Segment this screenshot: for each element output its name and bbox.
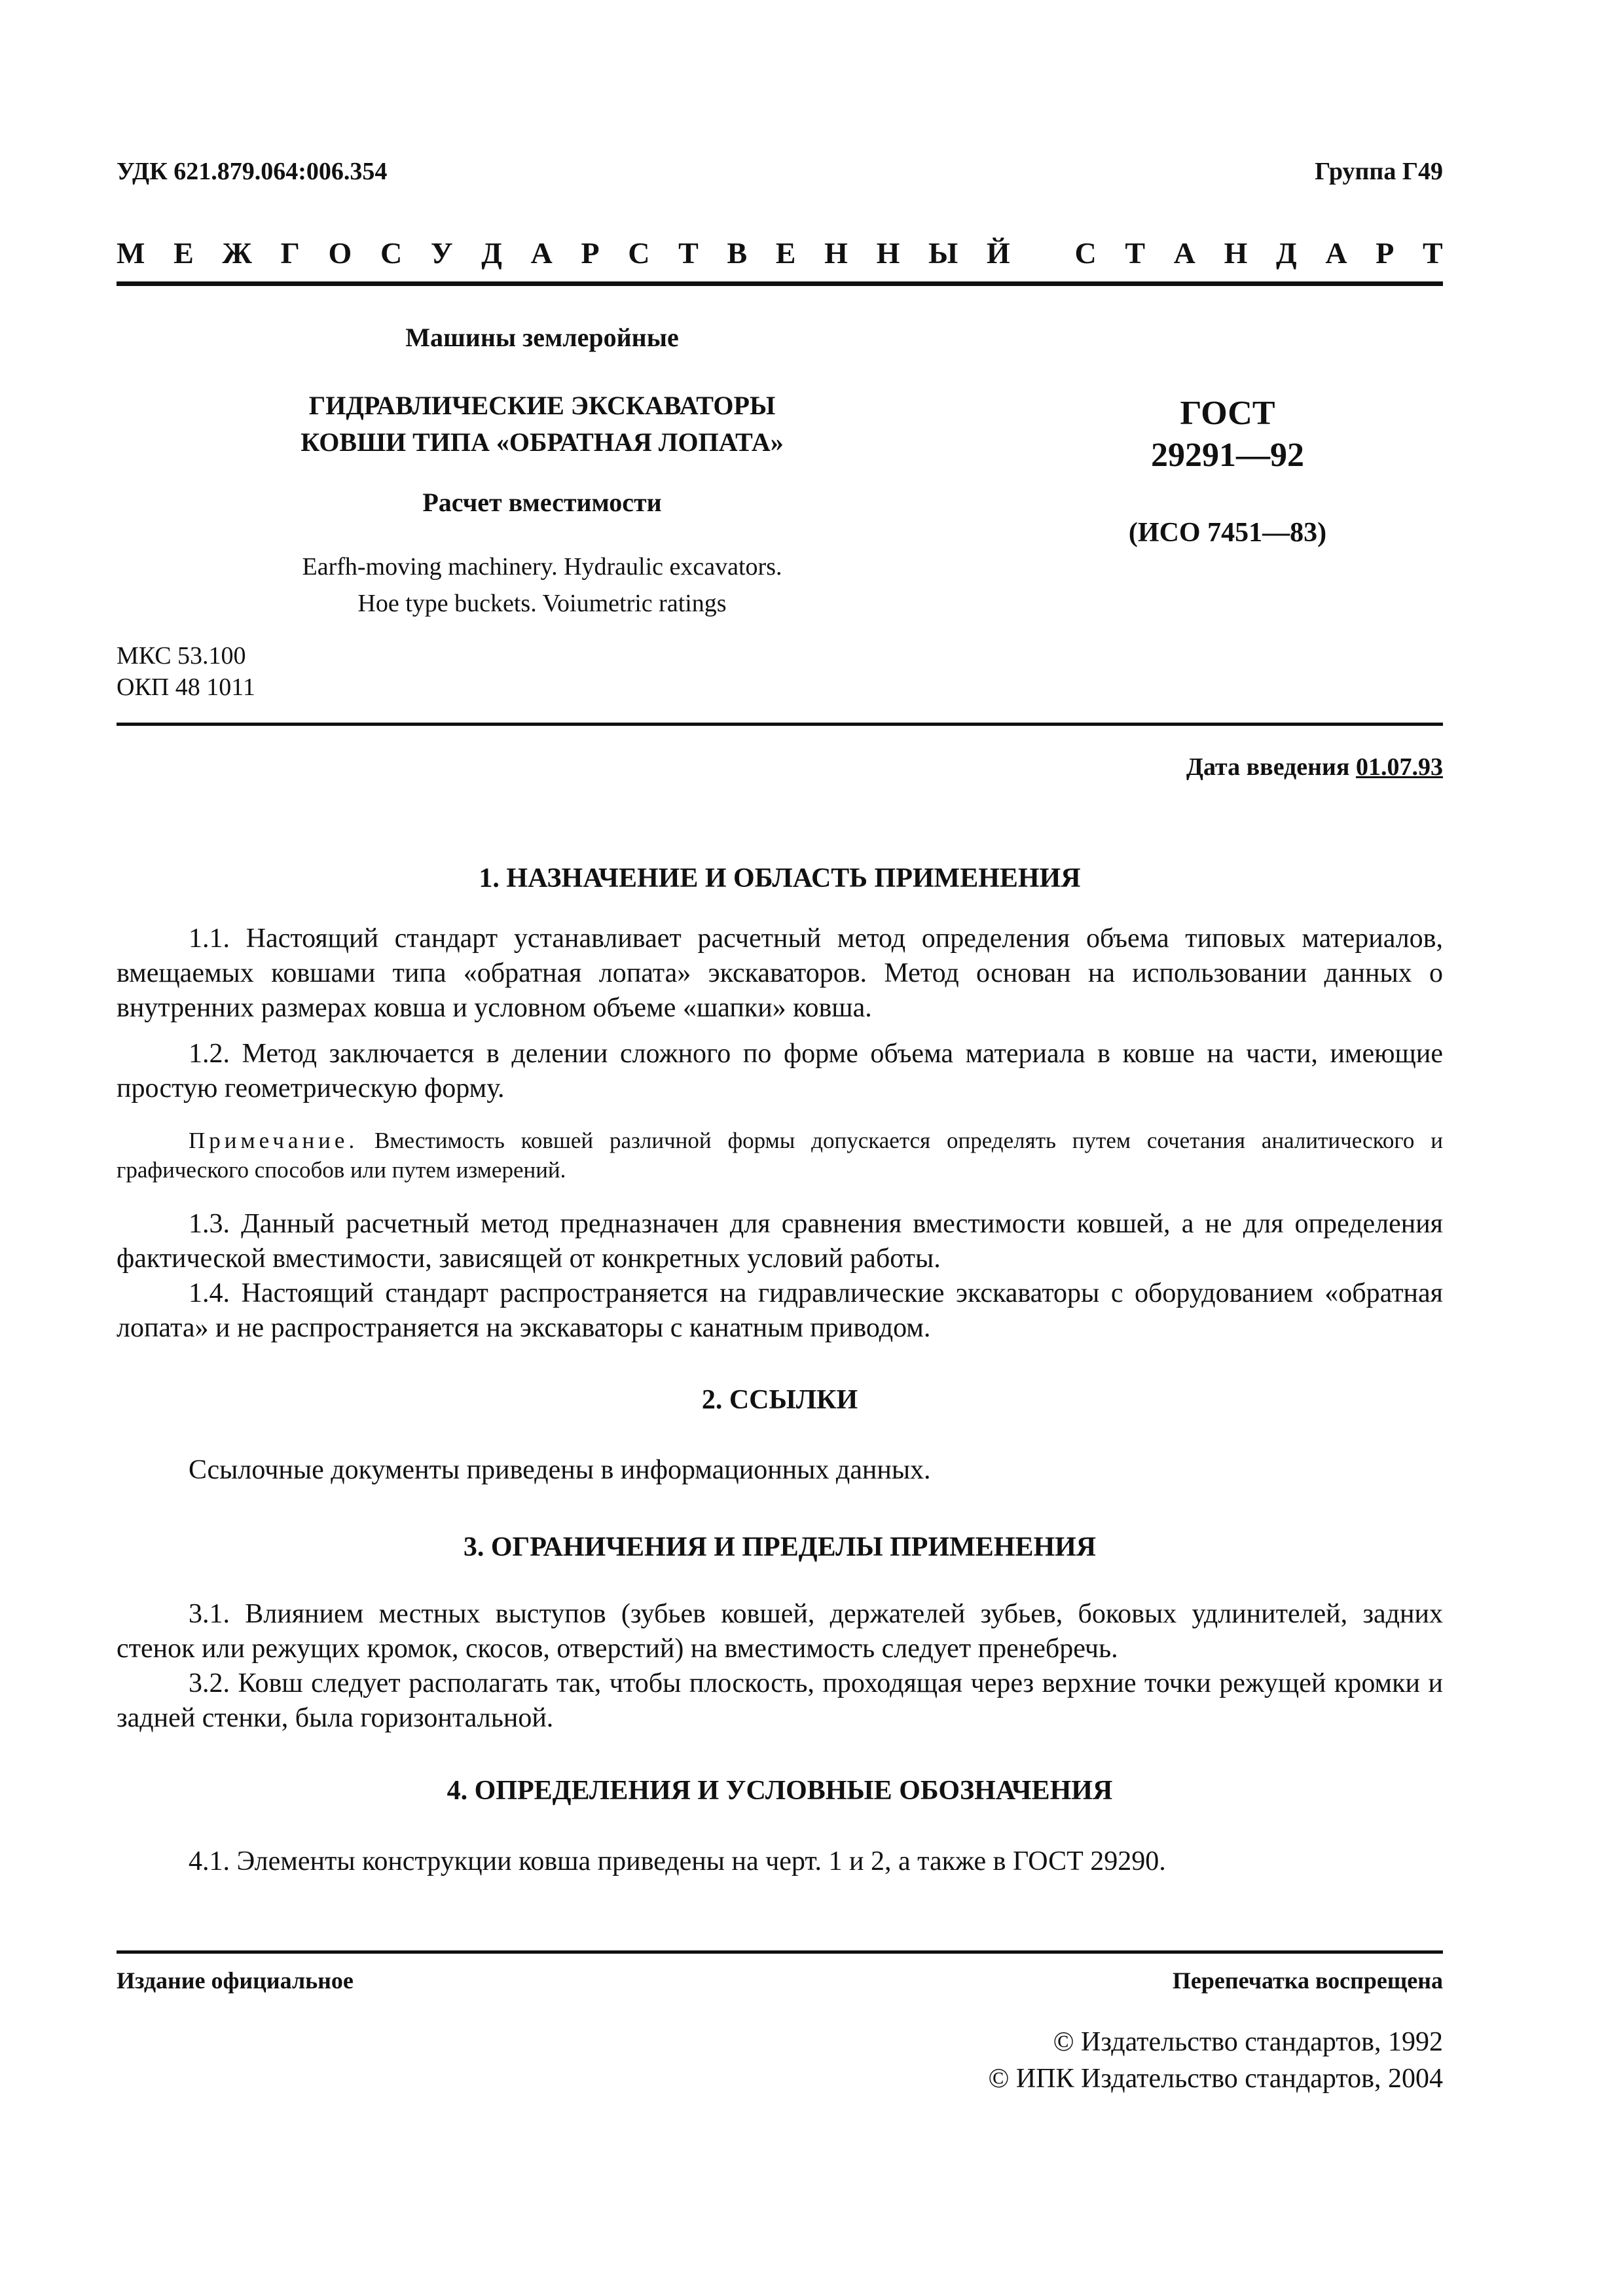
banner-letter: Т [1125,236,1146,270]
section-4-heading: 4. ОПРЕДЕЛЕНИЯ И УСЛОВНЫЕ ОБОЗНАЧЕНИЯ [447,1776,1113,1806]
banner-letter: Д [1276,236,1297,270]
banner-letter: Д [481,236,502,270]
banner-letter: Р [1376,236,1395,270]
banner-letter: Н [1224,236,1248,270]
paragraph-3-2: 3.2. Ковш следует располагать так, чтобы плоскость, проходящая через верхние точки режущей кромки и задней стенки, была горизонтальной. [117,1668,1443,1733]
group-code: Группа Г49 [1315,158,1443,185]
section-2-heading: 2. ССЫЛКИ [701,1385,858,1415]
note-label: Примечание. [189,1128,359,1153]
banner-letter: Ж [222,236,252,270]
banner-letter: А [1173,236,1195,270]
copyright-block [988,2024,1443,2097]
english-title-line-2: Hoe type buckets. Voiumetric ratings [357,590,727,617]
header-divider [117,281,1443,286]
footer-divider [117,1950,1443,1954]
paragraph-1-2: 1.2. Метод заключается в делении сложного по форме объема материала в ковше на части, имеющие простую геометрическую форму. [117,1039,1443,1103]
english-title [117,548,968,622]
banner-letter: С [628,236,650,270]
banner-letter: Т [1422,236,1443,270]
title-line-1: ГИДРАВЛИЧЕСКИЕ ЭКСКАВАТОРЫ [308,391,776,420]
section-3-heading: 3. ОГРАНИЧЕНИЯ И ПРЕДЕЛЫ ПРИМЕНЕНИЯ [463,1532,1097,1562]
banner-letter: Г [280,236,300,270]
iso-reference: (ИСО 7451—83) [1128,518,1327,548]
paragraph-1-1: 1.1. Настоящий стандарт устанавливает расчетный метод определения объема типовых материалов, вмещаемых ковшами типа «обратная лопата» экскаваторов. Метод основан на использовании данных о внутренних размерах ковша и условном объеме «шапки» ковша. [117,924,1443,1023]
official-edition: Издание официальное [117,1967,354,1994]
banner-letter: Й [986,236,1010,270]
banner-letter: У [430,236,453,270]
banner-letter: Т [678,236,699,270]
paragraph-3-1: 3.1. Влиянием местных выступов (зубьев ковшей, держателей зубьев, боковых удлинителей, задних стенок или режущих кромок, скосов, отверстий) на вместимость следует пренебречь. [117,1599,1443,1664]
copyright-2004: © ИПК Издательство стандартов, 2004 [988,2064,1443,2094]
mks-code: МКС 53.100 [117,642,246,670]
gost-number: 29291—92 [1151,437,1304,474]
banner-letter: М [117,236,145,270]
reprint-prohibited: Перепечатка воспрещена [1172,1967,1443,1994]
banner-letter: Н [824,236,848,270]
intro-date-label: Дата введения [1186,753,1350,781]
document-title [117,387,968,461]
banner-letter: Н [876,236,900,270]
banner-letter: В [727,236,748,270]
banner-letter: Е [173,236,194,270]
paragraph-1-3: 1.3. Данный расчетный метод предназначен для сравнения вместимости ковшей, а не для определения фактической вместимости, зависящей от конкретных условий работы. [117,1209,1443,1274]
gost-designation [1074,393,1381,476]
document-subtitle: Расчет вместимости [422,488,662,517]
section-1-heading: 1. НАЗНАЧЕНИЕ И ОБЛАСТЬ ПРИМЕНЕНИЯ [479,863,1081,893]
banner-letter: Р [581,236,600,270]
gost-label: ГОСТ [1180,395,1275,432]
title-line-2: КОВШИ ТИПА «ОБРАТНАЯ ЛОПАТА» [301,427,784,457]
category-title: Машины землеройные [405,323,679,352]
note-text: Вместимость ковшей различной формы допускается определять путем сочетания аналитического и графического способов или путем измерений. [117,1128,1443,1183]
udk-code: УДК 621.879.064:006.354 [117,158,388,185]
okp-code: ОКП 48 1011 [117,673,255,701]
copyright-1992: © Издательство стандартов, 1992 [1053,2027,1443,2057]
intro-date-value: 01.07.93 [1356,753,1443,781]
banner-letter: С [380,236,403,270]
banner-letter: Е [775,236,796,270]
banner-letter: О [328,236,352,270]
banner-letter: Ы [928,236,958,270]
english-title-line-1: Earfh-moving machinery. Hydraulic excavators. [302,553,782,581]
banner-letter: А [1325,236,1347,270]
paragraph-4-1: 4.1. Элементы конструкции ковша приведены на черт. 1 и 2, а также в ГОСТ 29290. [189,1846,1166,1876]
banner-letter [1038,236,1046,270]
paragraph-2: Ссылочные документы приведены в информационных данных. [189,1455,931,1485]
classification-codes [117,640,255,703]
paragraph-1-4: 1.4. Настоящий стандарт распространяется на гидравлические экскаваторы с оборудованием «обратная лопата» и не распространяется на экскаваторы с канатным приводом. [117,1278,1443,1343]
note [117,1126,1443,1185]
title-divider [117,723,1443,726]
banner-letter: А [530,236,553,270]
interstate-standard-banner [117,236,1443,270]
introduction-date [1186,753,1443,781]
banner-letter: С [1074,236,1097,270]
